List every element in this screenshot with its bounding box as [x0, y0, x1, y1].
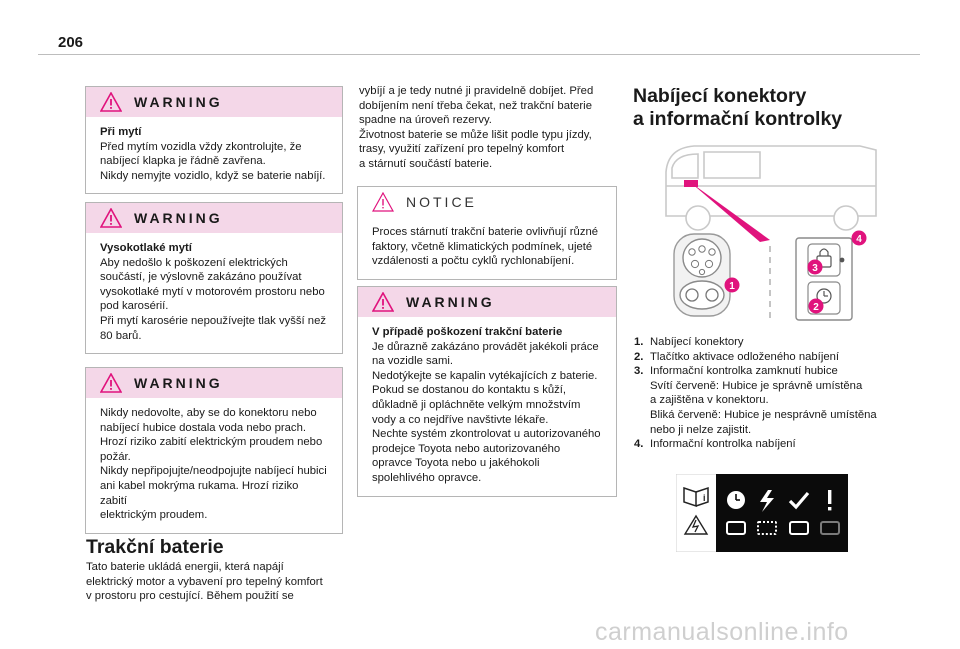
- warning-subtitle: Při mytí: [100, 126, 142, 138]
- warning-triangle-icon: [100, 92, 122, 112]
- connector-legend: [634, 335, 924, 452]
- warning-title: WARNING: [134, 375, 223, 391]
- warning-triangle-icon: [100, 208, 122, 228]
- legend-line: Svítí červeně: Hubice je správně umístěna: [650, 379, 863, 392]
- warning-line: Nechte systém zkontrolovat u autorizovaného: [372, 428, 601, 441]
- warning-line: Je důrazně zakázáno provádět jakékoli práce: [372, 340, 599, 353]
- notice-triangle-icon: [372, 192, 394, 212]
- legend-line: Informační kontrolka zamknutí hubice: [650, 365, 838, 378]
- warning-box-water: [85, 367, 343, 534]
- callout-number: 3: [812, 263, 818, 274]
- warning-subtitle: V případě poškození trakční baterie: [372, 326, 563, 338]
- traction-battery-text: [86, 560, 356, 604]
- warning-line: důkladně ji opláchněte velkým množstvím: [372, 398, 581, 411]
- timer-icon: [727, 491, 745, 509]
- charging-flap-marker: [684, 180, 698, 187]
- warning-line: pod karosérií.: [100, 300, 169, 313]
- legend-text: [650, 350, 924, 365]
- warning-header: [358, 287, 616, 317]
- callout-badge-2: [809, 299, 824, 314]
- warning-subtitle: Vysokotlaké mytí: [100, 242, 192, 254]
- warning-line: nabíjecí klapka je řádně zavřena.: [100, 155, 266, 168]
- legend-line: Informační kontrolka nabíjení: [650, 438, 796, 451]
- warning-line: Nikdy nepřipojujte/neodpojujte nabíjecí hubici: [100, 465, 327, 478]
- text-line: spadne na úroveň rezervy.: [359, 114, 492, 127]
- warning-line: na vozidle sami.: [372, 355, 453, 368]
- warning-line: 80 barů.: [100, 329, 142, 342]
- legend-item: [634, 335, 924, 350]
- legend-text: [650, 437, 924, 452]
- text-line: trasy, využití zařízení pro tepelný komfort: [359, 143, 565, 156]
- battery-continuation-text: [359, 84, 619, 172]
- charging-illustration: [660, 138, 878, 326]
- legend-item: [634, 364, 924, 437]
- warning-line: Nikdy nemyjte vozidlo, když se baterie nabíjí.: [100, 169, 326, 182]
- warning-box-damage: [357, 286, 617, 497]
- text-line: elektrický motor a vybavení pro tepelný komfort: [86, 575, 323, 588]
- text-line: v prostoru pro cestující. Během použití se: [86, 590, 294, 603]
- warning-line: elektrickým proudem.: [100, 509, 208, 522]
- page-number: 206: [58, 34, 84, 51]
- text-line: a stárnutí součástí baterie.: [359, 157, 493, 170]
- warning-box-high-pressure: [85, 202, 343, 354]
- callout-number: 1: [729, 281, 735, 292]
- notice-line: vzdálenosti a počtu cyklů rychlonabíjení.: [372, 255, 575, 268]
- notice-line: Proces stárnutí trakční baterie ovlivňují různé: [372, 226, 599, 238]
- charging-indicator-panel: [676, 474, 848, 552]
- warning-line: vody a co nejdříve navštivte lékaře.: [372, 413, 549, 426]
- legend-line: Nabíjecí konektory: [650, 336, 744, 348]
- legend-number: 4.: [634, 438, 644, 451]
- text-line: Životnost baterie se může lišit podle typu jízdy,: [359, 128, 592, 141]
- warning-title: WARNING: [406, 294, 495, 310]
- warning-line: Před mytím vozidla vždy zkontrolujte, že: [100, 140, 302, 153]
- warning-line: Nikdy nedovolte, aby se do konektoru nebo: [100, 407, 317, 419]
- indicator-dark-panel: [716, 474, 848, 552]
- text-line: vybíjí a je tedy nutné ji pravidelně dobíjet. Před: [359, 85, 594, 97]
- warning-header: [86, 87, 342, 117]
- svg-text:i: i: [703, 493, 706, 503]
- heading-line: Nabíjecí konektory: [633, 85, 807, 107]
- traction-battery-heading: Trakční baterie: [86, 536, 224, 558]
- warning-line: požár.: [100, 450, 131, 463]
- warning-line: opravce Toyota nebo u jakéhokoli: [372, 457, 540, 470]
- watermark: carmanualsonline.info: [595, 618, 849, 646]
- exclamation-icon: [828, 490, 831, 510]
- notice-box: [357, 186, 617, 280]
- notice-header: [358, 187, 616, 217]
- text-line: Tato baterie ukládá energii, která napájí: [86, 561, 284, 573]
- legend-item: [634, 437, 924, 452]
- warning-line: Pokud se dostanou do kontaktu s kůží,: [372, 384, 567, 397]
- legend-number: 1.: [634, 336, 644, 348]
- warning-line: ani kabel mokrýma rukama. Hrozí riziko zabití: [100, 479, 299, 507]
- callout-badge-3: [808, 260, 823, 275]
- heading-line: a informační kontrolky: [633, 108, 843, 130]
- warning-line: Při mytí karosérie nepoužívejte tlak vyšší než: [100, 314, 327, 327]
- warning-line: Hrozí riziko zabití elektrickým proudem nebo: [100, 436, 323, 449]
- warning-triangle-icon: [372, 292, 394, 312]
- warning-line: součástí, je výslovně zakázáno používat: [100, 271, 302, 284]
- legend-line: a zajištěna v konektoru.: [650, 394, 769, 407]
- callout-badge-1: [725, 278, 740, 293]
- notice-title: NOTICE: [406, 194, 477, 210]
- notice-line: faktory, včetně klimatických podmínek, ujeté: [372, 240, 593, 253]
- callout-number: 4: [856, 234, 862, 245]
- connectors-heading: [633, 85, 842, 131]
- warning-header: [86, 203, 342, 233]
- van-wheel-rear: [834, 206, 858, 230]
- legend-text: [650, 364, 924, 437]
- warning-title: WARNING: [134, 210, 223, 226]
- charging-connector-socket: [674, 234, 730, 316]
- callout-number: 2: [813, 302, 819, 313]
- van-wheel-front: [686, 206, 710, 230]
- warning-line: prodejce Toyota nebo autorizovaného: [372, 442, 561, 455]
- legend-number: 2.: [634, 350, 644, 363]
- warning-triangle-icon: [100, 373, 122, 393]
- warning-line: vysokotlaké mytí v motorovém prostoru nebo: [100, 285, 325, 298]
- warning-line: spolehlivého opravce.: [372, 471, 482, 484]
- legend-line: Tlačítko aktivace odloženého nabíjení: [650, 350, 840, 363]
- text-line: dobíjením není třeba čekat, než trakční baterie: [359, 99, 592, 112]
- warning-header: [86, 368, 342, 398]
- callout-badge-4: [852, 231, 867, 246]
- indicator-panel: [796, 238, 852, 320]
- legend-line: Bliká červeně: Hubice je nesprávně umístěna: [650, 408, 877, 421]
- top-divider: [38, 54, 920, 55]
- warning-title: WARNING: [134, 94, 223, 110]
- warning-line: nabíjecí hubice dostala voda nebo prach.: [100, 421, 307, 434]
- warning-line: Aby nedošlo k poškození elektrických: [100, 256, 288, 269]
- warning-box-washing: [85, 86, 343, 194]
- legend-number: 3.: [634, 365, 644, 378]
- legend-item: [634, 350, 924, 365]
- warning-line: Nedotýkejte se kapalin vytékajících z baterie.: [372, 369, 598, 382]
- legend-text: [650, 335, 924, 350]
- legend-line: nebo ji nelze zajistit.: [650, 423, 752, 436]
